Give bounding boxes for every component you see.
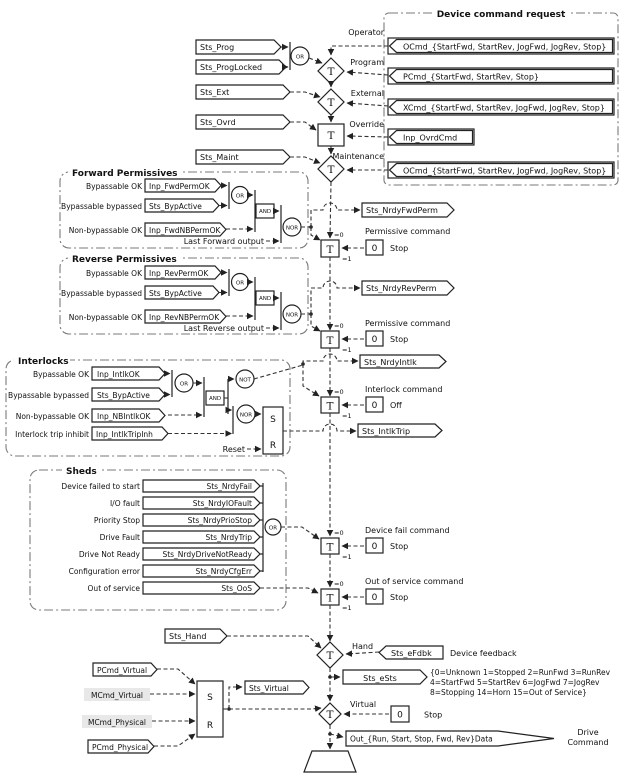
reverse-permissives-title: Reverse Permissives [72,255,177,265]
oos-command-label: Out of service command [365,577,464,586]
tag-text: Sts_NrdyRevPerm [366,284,437,293]
and-gate-label: AND [208,396,222,402]
ests-note-line1: {0=Unknown 1=Stopped 2=RunFwd 3=RunRev [430,668,611,677]
external-mode-label: External [350,89,384,98]
last-reverse-output-label: Last Reverse output [183,324,264,333]
wire-sts-ext [290,92,320,97]
tag-text: Sts_NrdyCfgErr [195,567,252,576]
command-value: 0 [371,244,378,254]
tag-text: Sts_Virtual [249,684,289,693]
tag-text: Sts_BypActive [97,391,150,400]
or-gate-label: OR [235,280,245,287]
row-label: Non-bypassable OK [15,412,89,421]
sheds [61,480,463,641]
wire-operator-cmd [331,46,388,55]
wire-control [311,314,320,331]
command-value: 0 [371,401,378,411]
tag-text: Sts_OoS [221,584,252,593]
tag-text: Inp_NBIntlkOK [97,412,151,421]
command-value: 0 [371,542,378,552]
wire-fail-control [281,527,319,539]
row-label: I/O fault [109,499,140,508]
row-label: Priority Stop [93,516,140,525]
output-section [304,725,609,772]
interlock-command-label: Interlock command [365,385,443,394]
row-label: Out of service [87,584,140,593]
drive-output-symbol [304,751,356,772]
nor-gate-label: NOR [285,225,299,232]
tag-text: Sts_NrdyFail [206,482,252,491]
sts-ext-label: Sts_Ext [200,88,230,97]
hand-mode-label: Hand [352,642,374,651]
selector-t: T [326,709,334,721]
eq0-label: =0 [334,388,344,396]
device-fail-command-label: Device fail command [365,526,450,535]
tag-text: Inp_IntlkOK [97,370,140,379]
sts-proglocked-label: Sts_ProgLocked [200,63,263,72]
row-label: Drive Not Ready [78,550,140,559]
maintenance-mode-label: Maintenance [332,152,384,161]
tag-text: Sts_NrdyIntlk [364,358,417,367]
tag-text: Sts_NrdyDriveNotReady [162,550,252,559]
tag-text: Inp_IntlkTripInh [96,430,153,439]
sr-set-label: S [270,415,276,425]
wire-oos-control [260,588,318,593]
virtual-mode-label: Virtual [350,700,377,709]
ests-section [328,668,610,697]
row-label: Non-bypassable OK [68,226,142,235]
row-label: Bypassable OK [85,269,142,278]
tag-text: Sts_NrdyPrioStop [187,516,252,525]
wire-sts-maint [290,157,320,163]
row-label: Non-bypassable OK [68,313,142,322]
command-action: Stop [390,542,409,551]
ovrdcmd-text: Inp_OvrdCmd [403,133,458,143]
tag-text: Sts_IntlkTrip [362,427,411,436]
wire-hand-control [227,636,321,648]
override-mode-label: Override [349,120,384,129]
selector-t: T [326,244,334,256]
wire-ovrdcmd [347,136,388,137]
wire [154,734,195,746]
wire [157,669,195,684]
eq1-label: =1 [342,553,352,561]
row-label: Bypassable OK [32,370,89,379]
nor-gate-label: NOR [239,412,253,419]
command-value: 0 [371,335,378,345]
tag-text: PCmd_Virtual [97,666,148,675]
reset-label: Reset [222,445,245,454]
tag-text: Out_{Run, Start, Stop, Fwd, Rev}Data [350,734,493,744]
row-label: Interlock trip inhibit [15,430,89,439]
tag-text: Inp_FwdNBPermOK [149,226,221,235]
ests-note-line2: 4=StartFwd 5=StartRev 6=JogFwd 7=JogRev [430,678,600,687]
device-feedback-label: Device feedback [450,649,517,658]
device-command-request-title: Device command request [436,10,566,20]
row-label: Bypassable bypassed [61,202,142,211]
row-label: Bypassable bypassed [61,289,142,298]
sts-maint-label: Sts_Maint [200,153,239,162]
selector-t: T [326,592,334,605]
last-forward-output-label: Last Forward output [183,237,264,246]
tag-text: Inp_FwdPermOK [149,182,210,191]
wire-control [311,227,320,240]
eq1-label: =1 [342,604,352,612]
selector-t: T [326,541,334,554]
tag-text: Inp_RevNBPermOK [149,313,220,322]
wire-xcmd [347,103,388,106]
wire-control [303,364,319,396]
sts-ovrd-label: Sts_Ovrd [200,118,236,127]
and-gate-label: AND [258,209,272,215]
nor-gate-label: NOR [285,312,299,319]
tag-text: Sts_NrdyIOFault [192,499,252,508]
sr-reset-label: R [269,441,277,451]
wire-virtual-control [229,708,321,709]
eq1-label: =1 [342,255,352,263]
tag-text: Sts_BypActive [149,202,202,211]
command-value: 0 [397,710,403,721]
mcmd-text: OCmd_{StartFwd, StartRev, JogFwd, JogRev, Stop} [403,166,607,176]
selector-t: T [326,335,334,347]
command-value: 0 [371,593,378,603]
not-gate-label: NOT [239,377,251,384]
or-gate-label: OR [295,54,305,61]
wire [309,58,322,63]
row-label: Configuration error [68,567,140,576]
wire-out [330,734,343,737]
tag-text: Sts_Hand [169,632,207,641]
eq0-label: =0 [334,231,344,239]
wire-pcmd [347,72,388,75]
wire-fdbk [346,652,379,654]
selector-t: T [326,400,334,413]
tag-text: Sts_NrdyTrip [205,533,252,542]
tag-text: Sts_eSts [363,674,397,683]
maintenance-selector-t: T [327,164,335,176]
command-request-tags [332,28,614,178]
interlocks-title: Interlocks [18,357,69,367]
eq0-label: =0 [334,580,344,588]
program-mode-label: Program [350,58,384,67]
row-label: Device failed to start [61,482,140,491]
row-label: Bypassable OK [85,182,142,191]
row-label: Bypassable bypassed [8,391,89,400]
wire-chain [330,182,331,238]
wire-sts-ovrd [290,122,316,130]
permissive-command-label: Permissive command [365,227,451,236]
override-selector-t: T [327,130,335,142]
or-gate-label: OR [235,193,245,200]
program-selector-t: T [327,66,335,78]
command-action: Stop [390,244,409,253]
forward-permissives-title: Forward Permissives [72,169,178,179]
command-action: Stop [390,593,409,602]
drive-command-label-2: Command [567,738,609,747]
and-gate-label: AND [258,296,272,302]
sr-reset-label: R [206,721,214,731]
mode-status-tags [196,40,290,164]
eq1-label: =1 [342,412,352,420]
tag-text: Inp_RevPermOK [149,269,209,278]
eq0-label: =0 [334,322,344,330]
tag-text: Sts_eFdbk [391,649,432,658]
tag-text: Sts_NrdyFwdPerm [366,206,438,215]
wire-not-out [254,365,303,379]
mcmd-physical-label: MCmd_Physical [87,718,147,727]
eq0-label: =0 [334,529,344,537]
external-selector-t: T [327,97,335,109]
permissive-command-label: Permissive command [365,319,451,328]
wire-nrdyfwdperm [311,203,360,227]
drive-command-label-1: Drive [577,728,599,737]
selector-t: T [326,650,334,662]
command-action: Stop [424,710,443,720]
command-action: Off [390,401,402,410]
or-gate-label: OR [179,381,189,388]
xcmd-text: XCmd_{StartFwd, StartRev, JogFwd, JogRev, Stop} [403,103,605,113]
wire-nrdyrevperm [311,281,360,314]
or-gate-label: OR [268,525,278,532]
tag-text: Sts_BypActive [149,289,202,298]
eq1-label: =1 [342,346,352,354]
pcmd-text: PCmd_{StartFwd, StartRev, Stop} [403,72,539,82]
row-label: Drive Fault [99,533,140,542]
mcmd-virtual-label: MCmd_Virtual [90,691,144,700]
command-action: Stop [390,335,409,344]
ests-note-line3: 8=Stopping 14=Horn 15=Out of Service} [430,688,587,697]
wire-intlktrip [283,424,356,431]
sr-set-label: S [207,693,213,703]
sheds-title: Sheds [66,467,97,477]
tag-text: PCmd_Physical [92,743,149,752]
operator-mode-label: Operator [348,28,384,37]
sts-prog-label: Sts_Prog [200,43,235,52]
wire-sts-virtual [229,687,242,709]
ocmd-text: OCmd_{StartFwd, StartRev, JogFwd, JogRev, Stop} [403,42,607,52]
